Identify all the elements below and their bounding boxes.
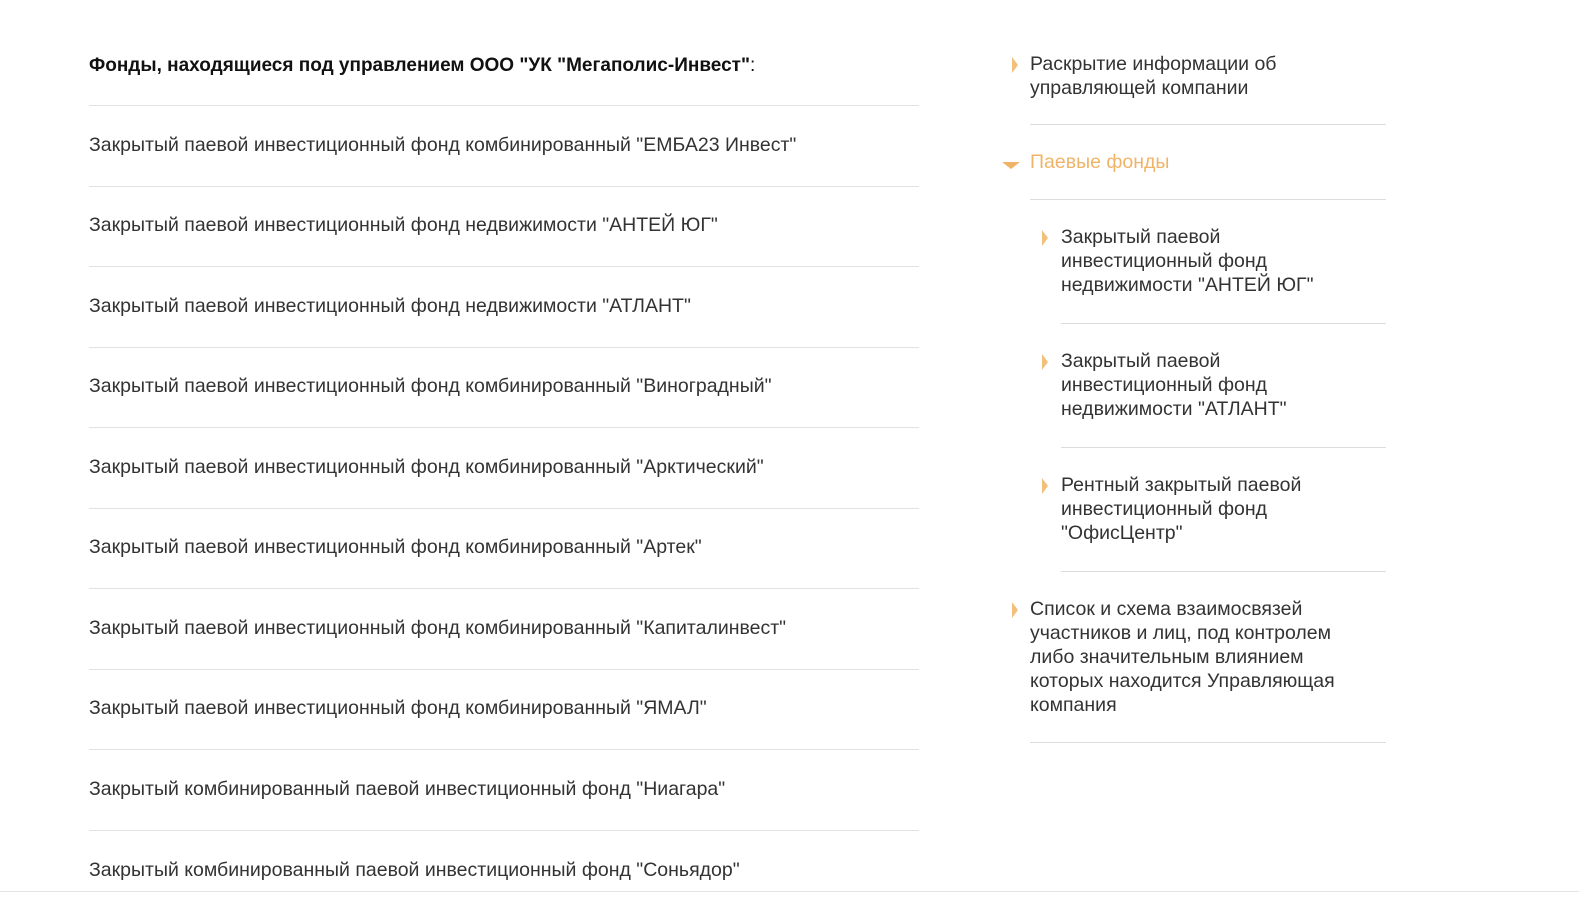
fund-link-sonyador[interactable]: Закрытый комбинированный паевой инвестиционный фонд "Соньядор" [89,858,740,881]
nav-item-disclosure-label: Раскрытие информации об управляющей компании [1030,53,1277,99]
fund-link-niagara[interactable]: Закрытый комбинированный паевой инвестиционный фонд "Ниагара" [89,750,919,831]
divider [1030,742,1386,743]
caret-down-icon [1002,162,1020,169]
nav-subitem-antey-yug-label: Закрытый паевой инвестиционный фонд недвижимости "АНТЕЙ ЮГ" [1061,226,1314,296]
fund-link-antey-yug[interactable]: Закрытый паевой инвестиционный фонд недвижимости "АНТЕЙ ЮГ" [89,187,919,268]
nav-subitem-ofiscentr-label: Рентный закрытый паевой инвестиционный фонд "ОфисЦентр" [1061,474,1302,544]
nav-item-relations-label: Список и схема взаимосвязей участников и лиц, под контролем либо значительным влиянием которых находится Управляющая компания [1030,598,1335,716]
nav-item-unit-funds[interactable] [1000,125,1386,200]
chevron-right-icon [1012,602,1018,618]
bottom-divider [0,891,1579,892]
nav-subitem-atlant-label: Закрытый паевой инвестиционный фонд недвижимости "АТЛАНТ" [1061,350,1287,420]
nav-item-unit-funds-label: Паевые фонды [1030,151,1170,173]
side-navigation [1000,0,1386,743]
nav-subitem-ofiscentr[interactable] [1000,448,1386,572]
fund-link-emba23[interactable]: Закрытый паевой инвестиционный фонд комбинированный "ЕМБА23 Инвест" [89,106,919,187]
funds-heading-colon: : [749,55,756,76]
funds-heading [89,0,919,106]
funds-section [89,0,919,898]
chevron-right-icon [1042,354,1048,370]
fund-link-atlant[interactable]: Закрытый паевой инвестиционный фонд недвижимости "АТЛАНТ" [89,267,919,348]
funds-heading-text: Фонды, находящиеся под управлением ООО "УК "Мегаполис-Инвест" [89,55,750,76]
fund-link-artek[interactable]: Закрытый паевой инвестиционный фонд комбинированный "Артек" [89,509,919,590]
fund-link-kapitalinvest[interactable]: Закрытый паевой инвестиционный фонд комбинированный "Капиталинвест" [89,589,919,670]
chevron-right-icon [1042,478,1048,494]
nav-item-relations[interactable] [1000,572,1386,743]
nav-item-disclosure[interactable] [1000,0,1386,125]
fund-link-arktichesky[interactable]: Закрытый паевой инвестиционный фонд комбинированный "Арктический" [89,428,919,509]
nav-subitem-atlant[interactable] [1000,324,1386,448]
fund-list [89,106,919,898]
fund-link-vinogradny[interactable]: Закрытый паевой инвестиционный фонд комбинированный "Виноградный" [89,348,919,429]
fund-link-yamal[interactable]: Закрытый паевой инвестиционный фонд комбинированный "ЯМАЛ" [89,670,919,751]
chevron-right-icon [1042,230,1048,246]
nav-subitem-antey-yug[interactable] [1000,200,1386,324]
chevron-right-icon [1012,57,1018,73]
